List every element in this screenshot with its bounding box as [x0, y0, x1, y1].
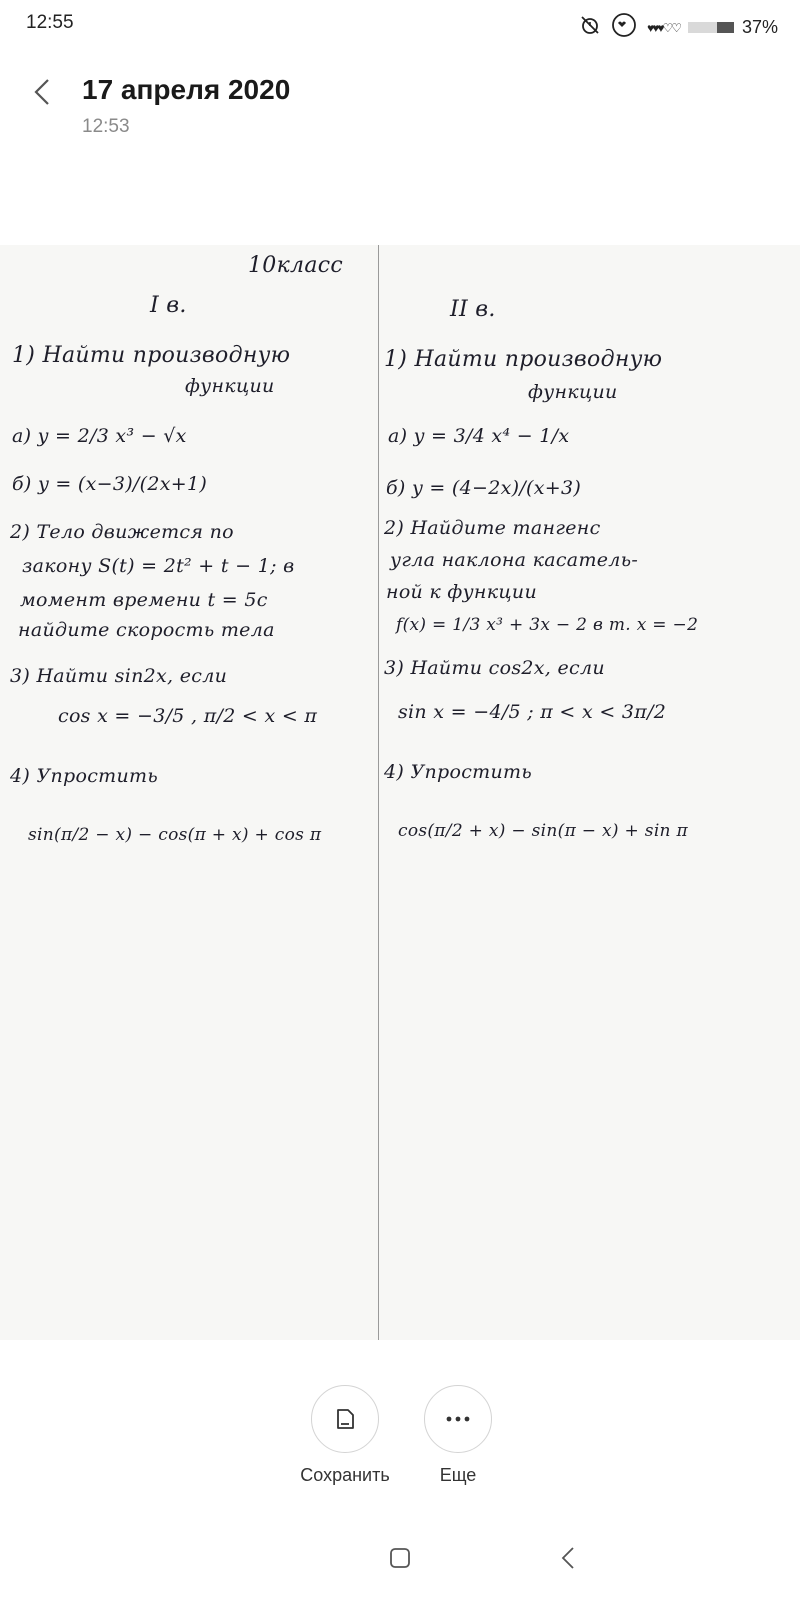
- document-image: [0, 245, 800, 1340]
- chevron-left-icon: [32, 77, 52, 107]
- right-line: 4) Упростить: [384, 761, 532, 783]
- page-title: 17 апреля 2020: [82, 74, 291, 105]
- more-button[interactable]: [393, 1385, 523, 1486]
- left-line: а) y = 2/3 x³ − √x: [12, 425, 187, 447]
- left-line: sin(π/2 − x) − cos(π + x) + cos π: [28, 825, 322, 845]
- alarm-off-icon: [579, 14, 601, 41]
- left-line: 4) Упростить: [10, 765, 158, 787]
- left-line: момент времени t = 5c: [20, 589, 268, 611]
- right-line: ной к функции: [386, 581, 538, 603]
- left-line: найдите скорость тела: [18, 619, 275, 641]
- left-line: 1) Найти производную: [12, 343, 291, 368]
- navigation-bar: [0, 1530, 800, 1590]
- right-variant: II в.: [450, 297, 496, 322]
- save-label: Сохранить: [300, 1465, 390, 1485]
- right-line: 3) Найти cos2x, если: [384, 657, 605, 679]
- save-button[interactable]: [280, 1385, 410, 1486]
- right-line: 1) Найти производную: [384, 347, 663, 372]
- right-line: 2) Найдите тангенс: [384, 517, 601, 539]
- save-circle[interactable]: [311, 1385, 379, 1453]
- status-icons: [579, 12, 778, 43]
- header: [0, 58, 800, 158]
- back-triangle-icon: [560, 1545, 576, 1571]
- nav-back-button[interactable]: [548, 1538, 588, 1578]
- back-button[interactable]: [22, 72, 62, 112]
- left-line: 2) Тело движется по: [10, 521, 234, 543]
- signal-dots-icon: ♥♥♥♡♡: [647, 20, 680, 35]
- right-line: б) y = (4−2x)/(x+3): [386, 477, 582, 499]
- status-time: 12:55: [26, 12, 74, 33]
- save-icon: [333, 1407, 357, 1431]
- home-button[interactable]: [380, 1538, 420, 1578]
- left-line: функции: [185, 375, 275, 397]
- right-line: а) y = 3/4 x⁴ − 1/x: [388, 425, 570, 447]
- battery-percent: 37%: [741, 17, 778, 37]
- page-subtitle: 12:53: [82, 116, 130, 137]
- grade-label: 10класс: [248, 253, 343, 278]
- right-line: sin x = −4/5 ; π < x < 3π/2: [398, 701, 667, 723]
- action-bar: [0, 1385, 800, 1495]
- heart-face-icon: [609, 12, 639, 43]
- right-line: угла наклона касатель-: [390, 549, 639, 571]
- left-line: cos x = −3/5 , π/2 < x < π: [58, 705, 318, 727]
- more-dots-icon: [445, 1415, 471, 1423]
- right-line: f(x) = 1/3 x³ + 3x − 2 в т. x = −2: [396, 615, 699, 635]
- column-divider: [378, 245, 379, 1340]
- more-circle[interactable]: [424, 1385, 492, 1453]
- status-bar: [0, 0, 800, 48]
- left-line: закону S(t) = 2t² + t − 1; в: [22, 555, 295, 577]
- left-line: б) y = (x−3)/(2x+1): [12, 473, 208, 495]
- right-line: cos(π/2 + x) − sin(π − x) + sin π: [398, 821, 688, 841]
- battery-icon: [688, 22, 734, 33]
- square-home-icon: [388, 1546, 412, 1570]
- left-variant: I в.: [150, 293, 187, 318]
- right-line: функции: [528, 381, 618, 403]
- left-line: 3) Найти sin2x, если: [10, 665, 228, 687]
- more-label: Еще: [439, 1465, 477, 1485]
